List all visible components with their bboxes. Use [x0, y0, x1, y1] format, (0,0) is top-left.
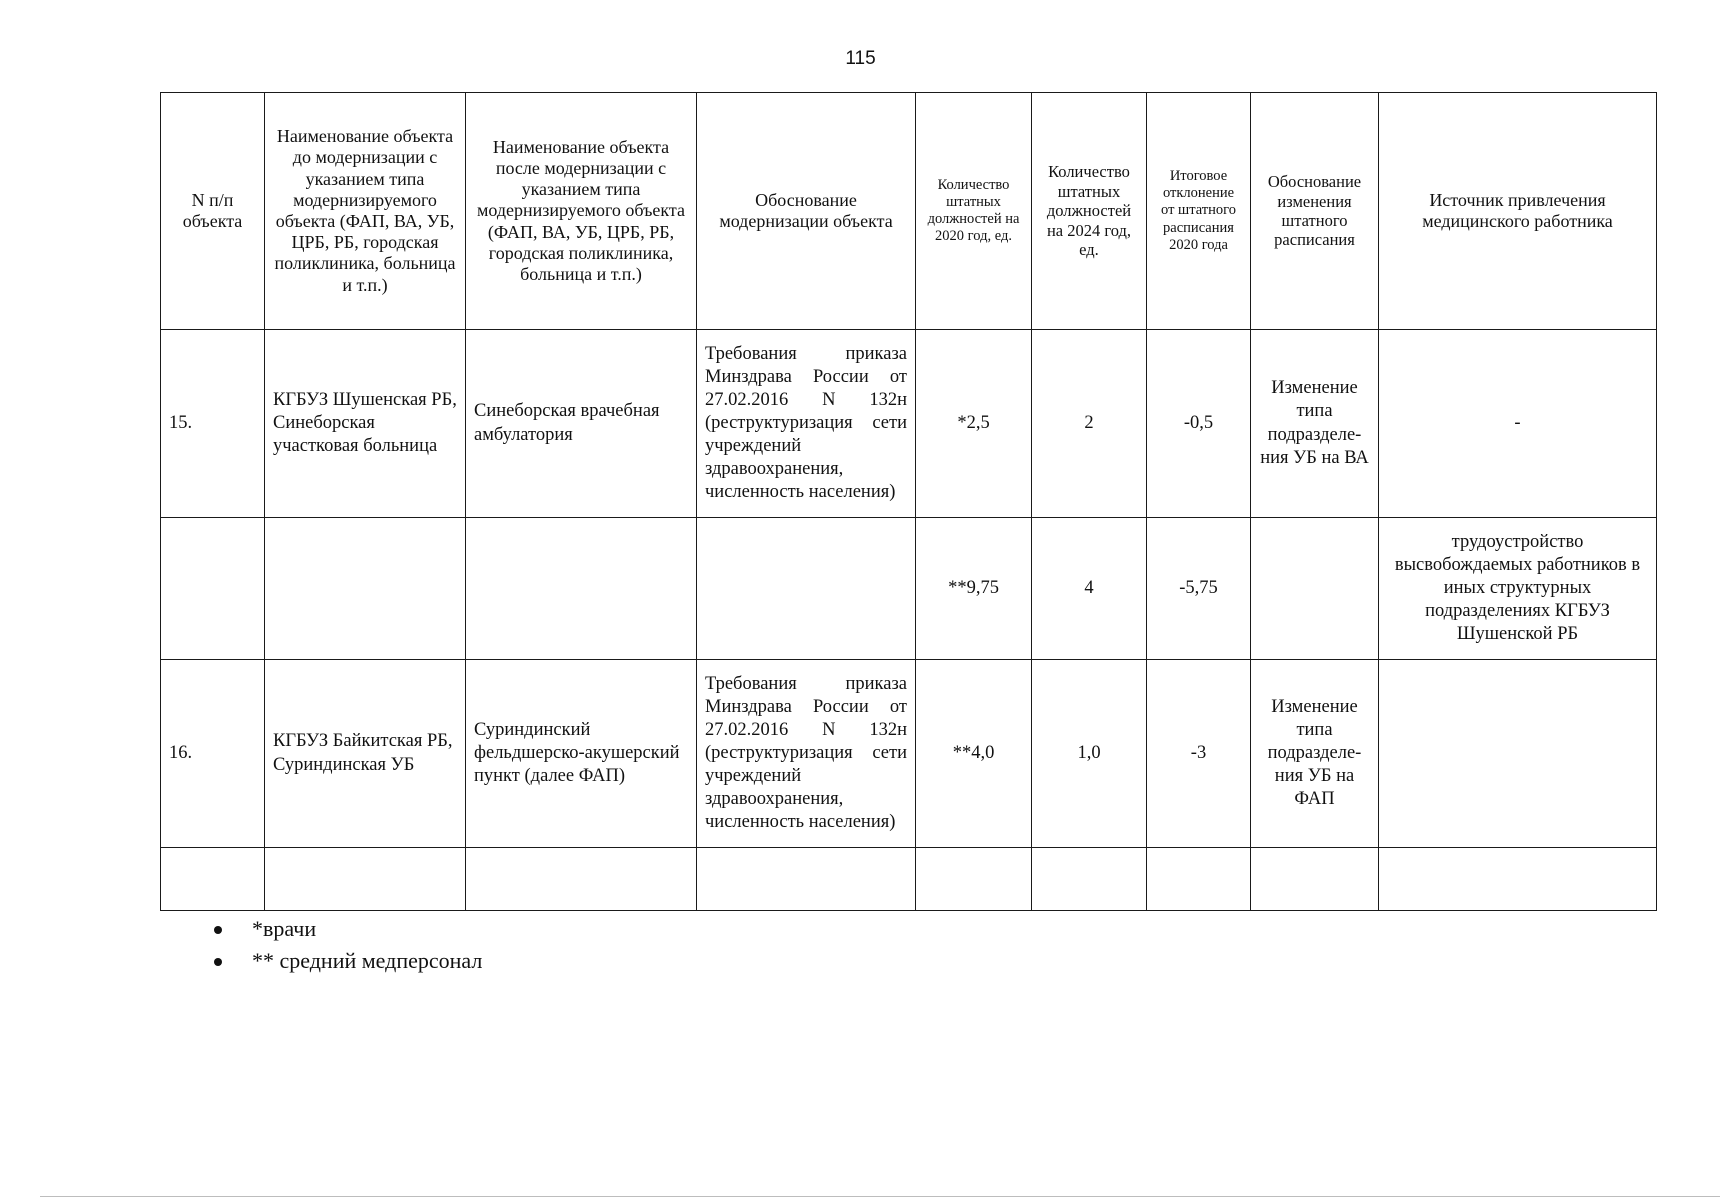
header-deviation: Итоговое отклонение от штатного расписания 2020 года: [1147, 93, 1251, 330]
empty-cell: [161, 848, 265, 911]
header-staff-2020: Количество штатных должностей на 2020 год, ед.: [916, 93, 1032, 330]
cell-staff-2024: 4: [1032, 518, 1147, 660]
cell-staff-change-reason: [1251, 518, 1379, 660]
footnote-item: [214, 945, 482, 977]
cell-number: [161, 518, 265, 660]
empty-cell: [265, 848, 466, 911]
cell-number: 16.: [161, 660, 265, 848]
cell-worker-source: [1379, 660, 1657, 848]
table-row: [161, 330, 1657, 518]
cell-object-before: КГБУЗ Шушенская РБ, Синеборская участковая больница: [265, 330, 466, 518]
cell-number: 15.: [161, 330, 265, 518]
empty-cell: [1147, 848, 1251, 911]
page-number: 115: [845, 48, 876, 69]
footnote-doctors: *врачи: [252, 916, 317, 941]
cell-staff-2020: *2,5: [916, 330, 1032, 518]
empty-cell: [916, 848, 1032, 911]
cell-modernization-reason: Требования приказа Минздрава России от 27.02.2016 N 132н (реструктуризация сети учреждений здравоохранения, численность населения): [697, 330, 916, 518]
header-staff-2024: Количество штатных должностей на 2024 год, ед.: [1032, 93, 1147, 330]
table-row-empty: [161, 848, 1657, 911]
header-object-after: Наименование объекта после модернизации с указанием типа модернизируемого объекта (ФАП, ВА, УБ, ЦРБ, РБ, городская поликлиника, больница и т.п.): [466, 93, 697, 330]
cell-modernization-reason: Требования приказа Минздрава России от 27.02.2016 N 132н (реструктуризация сети учреждений здравоохранения, численность населения): [697, 660, 916, 848]
table-row: [161, 660, 1657, 848]
page-edge-line: [40, 1196, 1720, 1197]
modernization-table: [160, 92, 1657, 911]
cell-staff-2024: 1,0: [1032, 660, 1147, 848]
footnote-item: [214, 913, 482, 945]
header-modernization-reason: Обоснование модернизации объекта: [697, 93, 916, 330]
table-row: [161, 518, 1657, 660]
empty-cell: [697, 848, 916, 911]
empty-cell: [466, 848, 697, 911]
table-header-row: [161, 93, 1657, 330]
bullet-icon: [214, 926, 222, 934]
bullet-icon: [214, 958, 222, 966]
footnotes: [214, 913, 482, 977]
cell-object-before: КГБУЗ Байкитская РБ, Суриндинская УБ: [265, 660, 466, 848]
empty-cell: [1379, 848, 1657, 911]
header-staff-change-reason: Обоснование изменения штатного расписания: [1251, 93, 1379, 330]
cell-object-after: [466, 518, 697, 660]
cell-object-after: Синеборская врачебная амбулатория: [466, 330, 697, 518]
cell-staff-change-reason: Изменение типа подразделе-ния УБ на ВА: [1251, 330, 1379, 518]
cell-object-after: Суриндинский фельдшерско-акушерский пункт (далее ФАП): [466, 660, 697, 848]
cell-modernization-reason: [697, 518, 916, 660]
cell-deviation: -3: [1147, 660, 1251, 848]
cell-worker-source: трудоустройство высвобождаемых работников в иных структурных подразделениях КГБУЗ Шушенской РБ: [1379, 518, 1657, 660]
empty-cell: [1251, 848, 1379, 911]
empty-cell: [1032, 848, 1147, 911]
footnote-nurses: ** средний медперсонал: [252, 948, 483, 973]
cell-staff-2020: **4,0: [916, 660, 1032, 848]
cell-object-before: [265, 518, 466, 660]
cell-staff-2020: **9,75: [916, 518, 1032, 660]
cell-worker-source: -: [1379, 330, 1657, 518]
header-number: N п/п объекта: [161, 93, 265, 330]
cell-deviation: -0,5: [1147, 330, 1251, 518]
cell-deviation: -5,75: [1147, 518, 1251, 660]
header-worker-source: Источник привлечения медицинского работника: [1379, 93, 1657, 330]
header-object-before: Наименование объекта до модернизации с указанием типа модернизируемого объекта (ФАП, ВА, УБ, ЦРБ, РБ, городская поликлиника, больница и т.п.): [265, 93, 466, 330]
cell-staff-change-reason: Изменение типа подразделе-ния УБ на ФАП: [1251, 660, 1379, 848]
cell-staff-2024: 2: [1032, 330, 1147, 518]
